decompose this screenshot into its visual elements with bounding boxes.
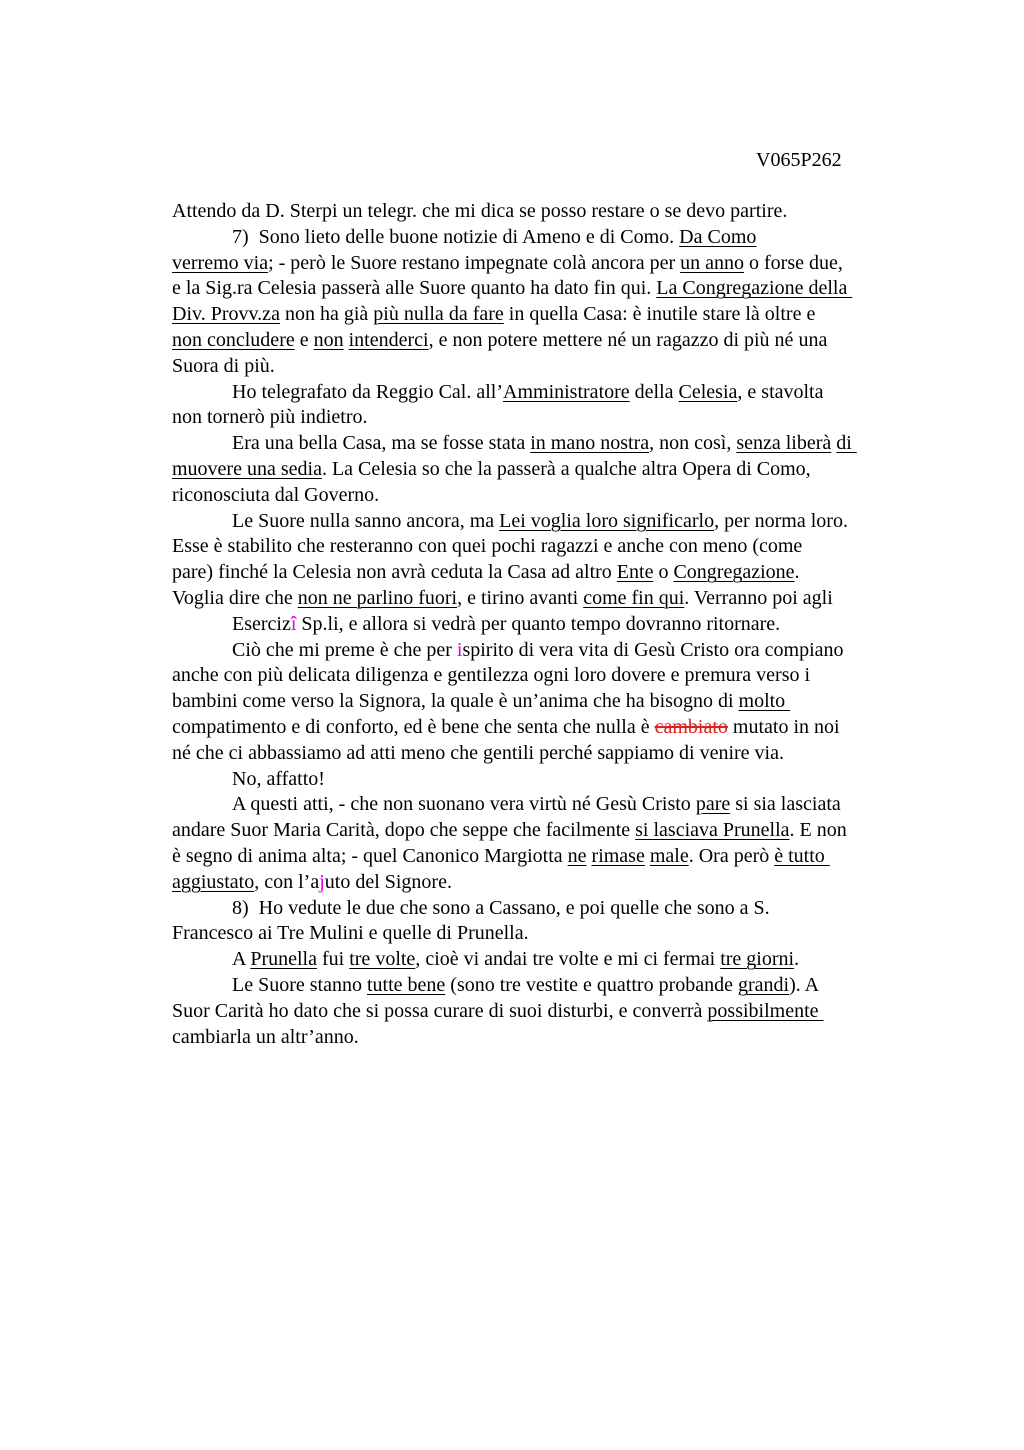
text-segment: . Ora però [688,845,775,867]
text-line [172,844,830,870]
text-segment: Francesco ai Tre Mulini e quelle di Prunella. [172,922,529,945]
text-line [172,354,275,380]
page-identifier: V065P262 [756,149,842,171]
underlined-text: di [836,432,857,455]
text-segment: pare) finché la Celesia non avrà ceduta la Casa ad altro [172,561,617,584]
text-segment: Era una bella Casa, ma se fosse stata [232,432,531,455]
text-line [172,534,802,560]
text-segment: ). A [789,974,820,996]
text-line [232,509,848,535]
underlined-text: come fin qui [583,587,685,609]
text-line [232,638,844,664]
underlined-text: grandi [737,974,790,996]
text-segment: , per norma loro. [714,509,848,532]
underlined-text: aggiustato [172,870,255,893]
inserted-correction: j [319,870,325,893]
text-line [232,792,841,818]
underlined-text: Congregazione [673,561,795,584]
text-segment: mutato in noi [727,716,840,738]
underlined-text: Prunella [250,948,317,971]
text-segment: . E non [789,819,847,842]
text-line [172,663,810,689]
underlined-text: Div. Provv.za [172,303,280,326]
text-segment: riconosciuta dal Governo. [172,483,380,506]
text-segment: è segno di anima alta; - quel Canonico Margiotta [172,845,568,867]
text-line [172,483,379,509]
underlined-text: verremo via [172,251,269,274]
text-segment: si sia lasciata [730,793,841,816]
text-line [172,560,800,586]
text-segment: , e tirino avanti [457,587,584,609]
text-segment: anche con più delicata diligenza e gentilezza ogni loro dovere e premura verso i [172,664,811,687]
text-segment: . La Celesia so che la passerà a qualche altra Opera di Como, [321,458,811,480]
text-line [232,612,780,638]
underlined-text: tre giorni [720,948,795,971]
text-segment: e [294,329,314,351]
text-segment: cambiarla un altr’anno. [172,1025,359,1048]
text-segment: , e non potere mettere né un ragazzo di più né una [428,329,828,351]
text-line [172,818,847,844]
text-segment: , non così, [649,432,737,455]
text-line [172,715,840,741]
underlined-text: muovere una sedia [172,458,322,480]
text-segment: ; - però le Suore restano impegnate colà ancora per [268,251,681,274]
text-line [172,1025,359,1051]
text-segment: compatimento e di conforto, ed è bene che senta che nulla è [172,716,655,738]
text-segment: Suor Carità ho dato che si possa curare di suoi disturbi, e converrà [172,999,708,1022]
text-segment: o [653,561,674,584]
text-segment: 8) Ho vedute le due che sono a Cassano, e poi quelle che sono a S. [232,896,770,919]
text-segment: uto del Signore. [324,870,452,893]
text-segment: in quella Casa: è inutile stare là oltre e [503,303,816,326]
text-segment: Le Suore nulla sanno ancora, ma [232,509,500,532]
underlined-text: male [649,845,689,867]
text-segment: Le Suore stanno [232,974,367,996]
underlined-text: senza liberà [736,432,832,455]
text-line [172,870,452,896]
text-line [232,973,819,999]
text-segment: . [794,561,800,584]
underlined-text: non [313,329,344,351]
inserted-correction: î [290,612,297,635]
text-line [172,302,815,328]
underlined-text: non ne parlino fuori [297,587,458,609]
text-segment: Ciò che mi preme è che per [232,638,457,661]
text-line [172,199,787,225]
text-segment: , con l’a [254,870,320,893]
text-line [172,276,852,302]
text-segment: bambini come verso la Signora, la quale è un’anima che ha bisogno di [172,690,739,713]
text-line [232,947,799,973]
underlined-text: pare [695,793,731,816]
underlined-text: in mano nostra [530,432,650,455]
text-segment: Ho telegrafato da Reggio Cal. all’ [232,380,504,403]
underlined-text: Lei voglia loro significarlo [499,509,715,532]
underlined-text: intenderci [348,329,429,351]
text-segment: non tornerò più indietro. [172,406,368,429]
text-line [172,741,784,767]
text-line [172,405,368,431]
underlined-text: tre volte [349,948,416,971]
text-segment: fui [317,948,350,971]
text-segment: della [629,380,679,403]
text-segment: Suora di più. [172,354,275,377]
text-line [232,767,325,793]
underlined-text: un anno [680,251,745,274]
text-segment: spirito di vera vita di Gesù Cristo ora compiano [462,638,844,661]
text-line [172,457,811,483]
underlined-text: ne [567,845,587,867]
text-segment: . [794,948,800,971]
text-segment: No, affatto! [232,767,325,790]
underlined-text: più nulla da fare [373,303,504,326]
text-segment: (sono tre vestite e quattro probande [445,974,738,996]
text-segment: . Verranno poi agli [684,587,833,609]
text-segment: 7) Sono lieto delle buone notizie di Ameno e di Como. [232,225,680,248]
underlined-text: Da Como [679,225,757,248]
text-segment: andare Suor Maria Carità, dopo che seppe che facilmente [172,819,636,842]
text-segment: Sp.li, e allora si vedrà per quanto tempo dovranno ritornare. [296,612,781,635]
underlined-text: Celesia [678,380,738,403]
underlined-text: molto [738,690,791,713]
underlined-text: tutte bene [366,974,446,996]
underlined-text: è tutto [774,845,830,867]
text-line [172,586,833,612]
text-segment: A [232,948,251,971]
text-segment: A questi atti, - che non suonano vera virtù né Gesù Cristo [232,793,696,816]
text-line [232,431,857,457]
deleted-text: cambiato [654,716,728,738]
text-line [172,689,790,715]
text-segment: non ha già [279,303,374,326]
underlined-text: possibilmente [707,999,824,1022]
text-segment: Eserciz [232,612,291,635]
text-segment: né che ci abbassiamo ad atti meno che gentili perché sappiamo di venire via. [172,741,784,764]
text-line [172,328,827,354]
text-line [172,999,824,1025]
text-segment: Voglia dire che [172,587,298,609]
text-segment: e la Sig.ra Celesia passerà alle Suore quanto ha dato fin qui. [172,277,657,300]
text-segment: , cioè vi andai tre volte e mi ci fermai [415,948,721,971]
text-segment: Attendo da D. Sterpi un telegr. che mi dica se posso restare o se devo partire. [172,200,788,222]
underlined-text: Amministratore [503,380,630,403]
text-segment: Esse è stabilito che resteranno con quei pochi ragazzi e anche con meno (come [172,535,803,558]
underlined-text: non concludere [172,329,295,351]
text-line [172,251,843,277]
inserted-correction: i [456,638,463,661]
underlined-text: si lasciava Prunella [635,819,790,842]
text-segment: , e stavolta [737,380,824,403]
text-line [172,921,529,947]
underlined-text: Ente [616,561,654,584]
underlined-text: La Congregazione della [656,277,853,300]
text-line [232,380,824,406]
text-line [232,225,756,251]
text-segment: o forse due, [744,251,843,274]
text-line [232,896,770,922]
underlined-text: rimase [591,845,645,867]
